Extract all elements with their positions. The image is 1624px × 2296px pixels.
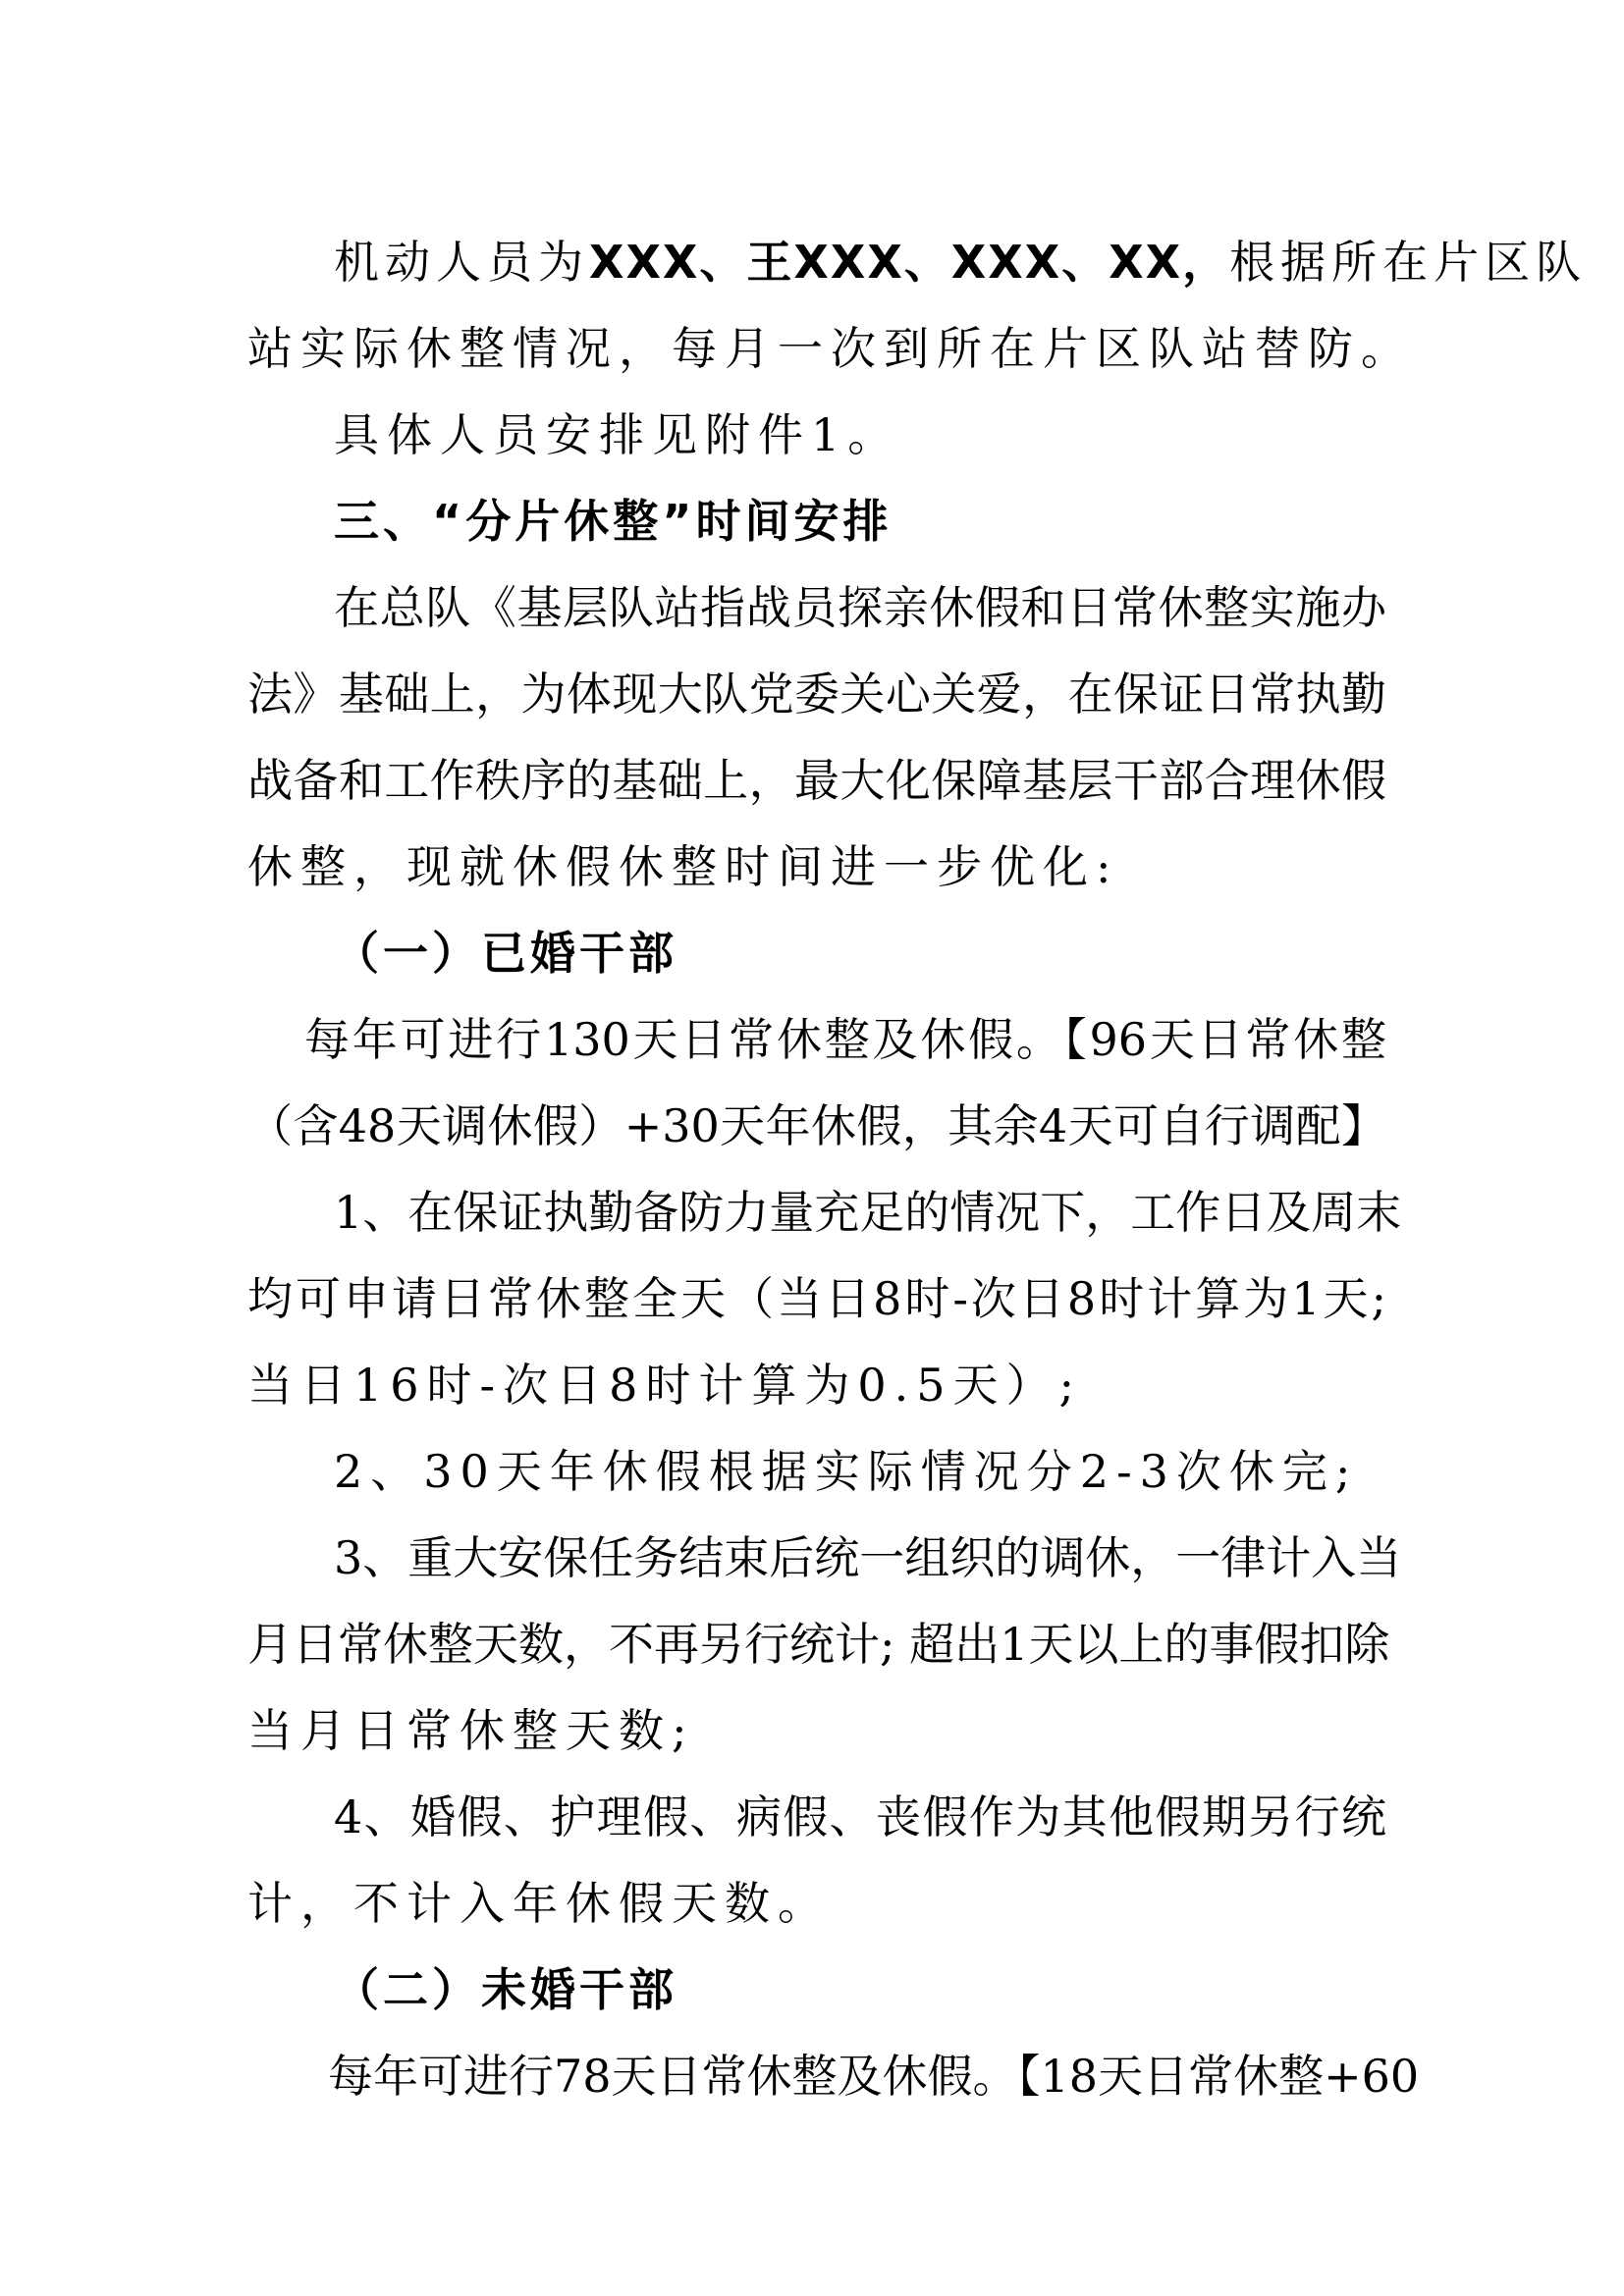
paragraph-married-days-line1: 每年可进行130天日常休整及休假。【96天日常休整	[304, 1013, 1386, 1066]
paragraph-attachment-note: 具体人员安排见附件1。	[334, 408, 901, 461]
section-heading-schedule: 三、“分片休整”时间安排	[334, 495, 893, 548]
subheading-married-cadres: （一）已婚干部	[334, 927, 677, 980]
paragraph-married-days-line2: （含48天调休假）+30天年休假，其余4天可自行调配】	[247, 1099, 1386, 1152]
list-item-3-line3: 当月日常休整天数;	[247, 1704, 695, 1757]
list-item-3-line2: 月日常休整天数，不再另行统计; 超出1天以上的事假扣除	[247, 1618, 1390, 1671]
list-item-1-line1: 1、在保证执勤备防力量充足的情况下，工作日及周末	[334, 1186, 1402, 1239]
mobile-staff-names: XXX、王XXX、XXX、XX，	[589, 236, 1230, 289]
list-item-4-line2: 计，不计入年休假天数。	[247, 1877, 831, 1930]
paragraph-mobile-staff-line2: 站实际休整情况，每月一次到所在片区队站替防。	[247, 322, 1414, 375]
list-item-1-line2: 均可申请日常休整全天（当日8时-次日8时计算为1天;	[247, 1272, 1386, 1325]
paragraph-intro-line2: 法》基础上，为体现大队党委关心关爱，在保证日常执勤	[247, 667, 1386, 721]
paragraph-mobile-staff-line1: 机动人员为XXX、王XXX、XXX、XX，根据所在片区队	[334, 236, 1588, 289]
list-item-1-line3: 当日16时-次日8时计算为0.5天）;	[247, 1359, 1082, 1412]
list-item-2: 2、30天年休假根据实际情况分2-3次休完;	[334, 1445, 1359, 1498]
paragraph-intro-line1: 在总队《基层队站指战员探亲休假和日常休整实施办	[334, 581, 1386, 634]
subheading-unmarried-cadres: （二）未婚干部	[334, 1963, 677, 2016]
paragraph-unmarried-days-line1: 每年可进行78天日常休整及休假。【18天日常休整+60	[328, 2050, 1420, 2103]
list-item-4-line1: 4、婚假、护理假、病假、丧假作为其他假期另行统	[334, 1790, 1386, 1843]
paragraph-intro-line4: 休整，现就休假休整时间进一步优化:	[247, 840, 1119, 893]
list-item-3-line1: 3、重大安保任务结束后统一组织的调休，一律计入当	[334, 1531, 1402, 1584]
paragraph-intro-line3: 战备和工作秩序的基础上，最大化保障基层干部合理休假	[247, 754, 1386, 807]
